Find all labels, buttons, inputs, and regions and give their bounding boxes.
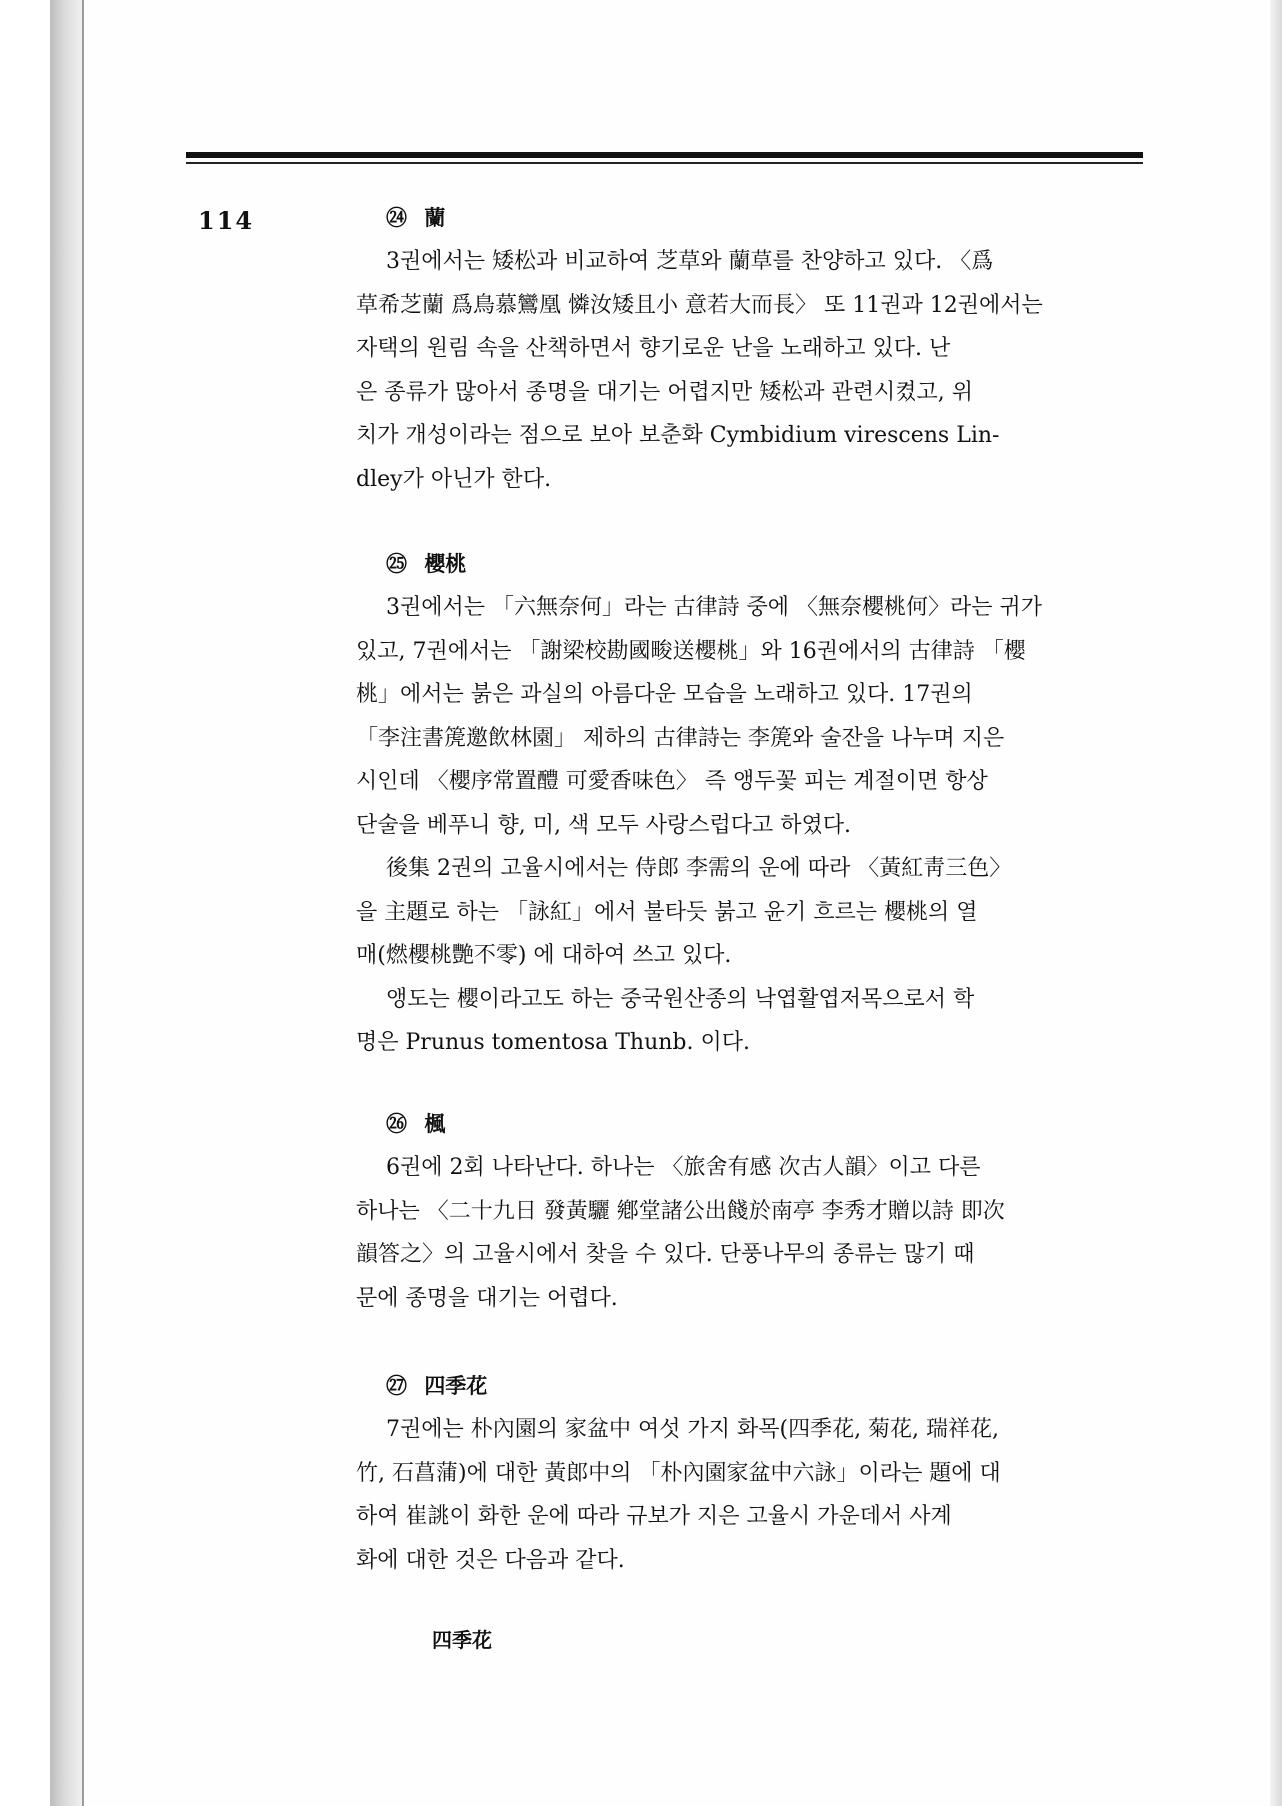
header-rule-thin bbox=[186, 162, 1143, 164]
text-line: 竹, 石菖蒲)에 대한 黃郎中의 「朴內園家盆中六詠」이라는 題에 대 bbox=[356, 1460, 1001, 1486]
section-heading bbox=[386, 1370, 1142, 1402]
section-title: 蘭 bbox=[424, 206, 446, 230]
text-line: 시인데 〈櫻序常置醴 可愛香味色〉 즉 앵두꽃 피는 계절이면 항상 bbox=[356, 769, 988, 794]
section-title: 四季花 bbox=[424, 1374, 488, 1398]
text-line: 치가 개성이라는 점으로 보아 보춘화 Cymbidium virescens Lin- bbox=[356, 423, 1000, 448]
paragraph bbox=[356, 847, 1142, 978]
section-title: 櫻桃 bbox=[424, 552, 467, 576]
section-heading bbox=[386, 548, 1142, 580]
poem-title: 四季花 bbox=[432, 1628, 492, 1652]
section-heading bbox=[386, 1108, 1142, 1140]
text-line: 3권에서는 矮松과 비교하여 芝草와 蘭草를 찬양하고 있다. 〈爲 bbox=[386, 249, 994, 274]
text-line: 문에 종명을 대기는 어렵다. bbox=[356, 1285, 618, 1311]
text-line: 하나는 〈二十九日 發黃驪 鄕堂諸公出餞於南亭 李秀才贈以詩 即次 bbox=[356, 1198, 1005, 1224]
section-orchid bbox=[356, 202, 1142, 501]
text-line: 단술을 베푸니 향, 미, 색 모두 사랑스럽다고 하였다. bbox=[356, 812, 851, 838]
text-line: 명은 Prunus tomentosa Thunb. 이다. bbox=[356, 1030, 750, 1055]
section-number: ㉖ bbox=[386, 1112, 407, 1136]
paragraph bbox=[356, 1408, 1142, 1582]
text-line: 화에 대한 것은 다음과 같다. bbox=[356, 1547, 625, 1573]
text-line: 매(燃櫻桃艷不零) 에 대하여 쓰고 있다. bbox=[356, 943, 732, 968]
text-line: 자택의 원림 속을 산책하면서 향기로운 난을 노래하고 있다. 난 bbox=[356, 336, 951, 361]
section-four-seasons-flower bbox=[356, 1370, 1142, 1582]
paragraph bbox=[356, 978, 1142, 1065]
text-line: 앵도는 櫻이라고도 하는 중국원산종의 낙엽활엽저목으로서 학 bbox=[386, 986, 975, 1012]
text-line: 韻答之〉의 고율시에서 찾을 수 있다. 단풍나무의 종류는 많기 때 bbox=[356, 1242, 975, 1267]
section-title: 楓 bbox=[424, 1112, 446, 1136]
section-number: ㉔ bbox=[386, 206, 407, 230]
text-line: dley가 아닌가 한다. bbox=[356, 466, 552, 492]
page-edge-line bbox=[82, 0, 84, 1806]
text-line: 은 종류가 많아서 종명을 대기는 어렵지만 矮松과 관련시켰고, 위 bbox=[356, 379, 973, 405]
text-line: 6권에 2회 나타난다. 하나는 〈旅舍有感 次古人韻〉이고 다른 bbox=[386, 1155, 981, 1180]
text-line: 草希芝蘭 爲鳥慕鸞凰 憐汝矮且小 意若大而長〉 또 11권과 12권에서는 bbox=[356, 292, 1043, 318]
section-heading bbox=[386, 202, 1142, 234]
text-line: 後集 2권의 고율시에서는 侍郎 李需의 운에 따라 〈黃紅靑三色〉 bbox=[386, 856, 1012, 881]
text-line: 7권에는 朴內園의 家盆中 여섯 가지 화목(四季花, 菊花, 瑞祥花, bbox=[386, 1417, 1000, 1442]
paragraph bbox=[356, 586, 1142, 847]
text-line: 을 主題로 하는 「詠紅」에서 불타듯 붉고 윤기 흐르는 櫻桃의 열 bbox=[356, 899, 978, 925]
paragraph bbox=[356, 240, 1142, 501]
text-line: 하여 崔誂이 화한 운에 따라 규보가 지은 고율시 가운데서 사계 bbox=[356, 1504, 952, 1529]
section-number: ㉕ bbox=[386, 552, 407, 576]
page-number: 114 bbox=[198, 206, 255, 235]
section-cherry bbox=[356, 548, 1142, 1065]
text-line: 3권에서는 「六無奈何」라는 古律詩 중에 〈無奈櫻桃何〉라는 귀가 bbox=[386, 595, 1042, 620]
text-line: 「李注書箎邀飲林園」 제하의 古律詩는 李箎와 술잔을 나누며 지은 bbox=[356, 725, 1005, 751]
text-line: 桃」에서는 붉은 과실의 아름다운 모습을 노래하고 있다. 17권의 bbox=[356, 682, 973, 707]
right-edge-shadow bbox=[1270, 0, 1282, 1806]
section-number: ㉗ bbox=[386, 1374, 407, 1398]
book-spine-shadow bbox=[50, 0, 82, 1806]
paragraph bbox=[356, 1146, 1142, 1320]
text-line: 있고, 7권에서는 「謝梁校勘國畯送櫻桃」와 16권에서의 古律詩 「櫻 bbox=[356, 638, 1026, 664]
section-maple bbox=[356, 1108, 1142, 1320]
header-rule-thick bbox=[186, 152, 1143, 158]
